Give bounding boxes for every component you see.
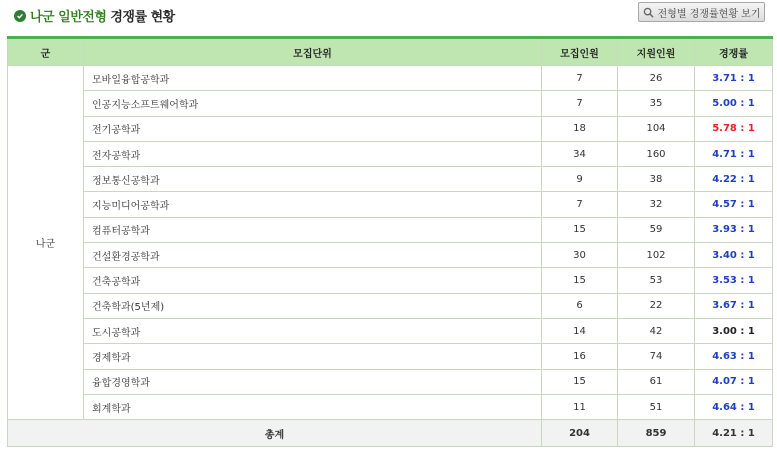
unit-name-cell: 건축공학과 (84, 268, 542, 293)
ratio-cell: 3.40 : 1 (695, 243, 773, 268)
applicants-cell: 26 (618, 66, 695, 91)
table-row (8, 243, 773, 268)
ratio-cell: 4.07 : 1 (695, 369, 773, 394)
col-header-quota: 모집인원 (542, 38, 618, 66)
quota-cell: 6 (542, 293, 618, 318)
table-row (8, 91, 773, 116)
unit-name-cell: 건축학과(5년제) (84, 293, 542, 318)
quota-cell: 11 (542, 394, 618, 419)
total-row (8, 420, 773, 447)
ratio-cell: 4.64 : 1 (695, 394, 773, 419)
view-by-admission-type-button[interactable] (638, 2, 765, 22)
competition-table (7, 36, 773, 447)
ratio-cell: 4.63 : 1 (695, 344, 773, 369)
unit-name-cell: 경제학과 (84, 344, 542, 369)
check-circle-icon (14, 10, 26, 22)
table-row (8, 344, 773, 369)
applicants-cell: 53 (618, 268, 695, 293)
group-cell: 나군 (8, 66, 84, 420)
ratio-cell: 5.00 : 1 (695, 91, 773, 116)
col-header-ratio: 경쟁률 (695, 38, 773, 66)
ratio-cell: 3.00 : 1 (695, 318, 773, 343)
table-row (8, 66, 773, 91)
col-header-applicants: 지원인원 (618, 38, 695, 66)
table-row (8, 369, 773, 394)
applicants-cell: 42 (618, 318, 695, 343)
unit-name-cell: 정보통신공학과 (84, 167, 542, 192)
quota-cell: 14 (542, 318, 618, 343)
total-applicants: 859 (618, 420, 695, 447)
quota-cell: 18 (542, 116, 618, 141)
table-row (8, 318, 773, 343)
unit-name-cell: 도시공학과 (84, 318, 542, 343)
quota-cell: 15 (542, 369, 618, 394)
applicants-cell: 59 (618, 217, 695, 242)
applicants-cell: 74 (618, 344, 695, 369)
unit-name-cell: 인공지능소프트웨어학과 (84, 91, 542, 116)
applicants-cell: 35 (618, 91, 695, 116)
ratio-cell: 4.71 : 1 (695, 141, 773, 166)
applicants-cell: 102 (618, 243, 695, 268)
quota-cell: 7 (542, 91, 618, 116)
col-header-group: 군 (8, 38, 84, 66)
ratio-cell: 3.71 : 1 (695, 66, 773, 91)
ratio-cell: 3.53 : 1 (695, 268, 773, 293)
unit-name-cell: 지능미디어공학과 (84, 192, 542, 217)
ratio-cell: 3.93 : 1 (695, 217, 773, 242)
quota-cell: 7 (542, 66, 618, 91)
button-label: 전형별 경쟁률현황 보기 (657, 8, 761, 20)
quota-cell: 16 (542, 344, 618, 369)
total-label: 총계 (8, 420, 542, 447)
applicants-cell: 104 (618, 116, 695, 141)
quota-cell: 15 (542, 268, 618, 293)
table-row (8, 394, 773, 419)
total-quota: 204 (542, 420, 618, 447)
col-header-unit: 모집단위 (84, 38, 542, 66)
page-title (14, 6, 175, 25)
applicants-cell: 22 (618, 293, 695, 318)
applicants-cell: 38 (618, 167, 695, 192)
applicants-cell: 51 (618, 394, 695, 419)
table-row (8, 293, 773, 318)
table-row (8, 268, 773, 293)
applicants-cell: 61 (618, 369, 695, 394)
quota-cell: 34 (542, 141, 618, 166)
applicants-cell: 160 (618, 141, 695, 166)
ratio-cell: 4.22 : 1 (695, 167, 773, 192)
total-ratio: 4.21 : 1 (695, 420, 773, 447)
quota-cell: 30 (542, 243, 618, 268)
unit-name-cell: 건설환경공학과 (84, 243, 542, 268)
table-row (8, 116, 773, 141)
unit-name-cell: 전기공학과 (84, 116, 542, 141)
title-highlight: 나군 일반전형 (30, 10, 107, 25)
unit-name-cell: 회계학과 (84, 394, 542, 419)
quota-cell: 9 (542, 167, 618, 192)
unit-name-cell: 모바일융합공학과 (84, 66, 542, 91)
search-icon (643, 7, 654, 18)
ratio-cell: 4.57 : 1 (695, 192, 773, 217)
table-row (8, 217, 773, 242)
unit-name-cell: 융합경영학과 (84, 369, 542, 394)
quota-cell: 7 (542, 192, 618, 217)
table-header-row (8, 38, 773, 66)
ratio-cell: 3.67 : 1 (695, 293, 773, 318)
applicants-cell: 32 (618, 192, 695, 217)
table-row (8, 167, 773, 192)
ratio-cell: 5.78 : 1 (695, 116, 773, 141)
page-header (0, 0, 777, 34)
quota-cell: 15 (542, 217, 618, 242)
unit-name-cell: 전자공학과 (84, 141, 542, 166)
unit-name-cell: 컴퓨터공학과 (84, 217, 542, 242)
title-rest: 경쟁률 현황 (110, 10, 175, 25)
table-row (8, 192, 773, 217)
table-row (8, 141, 773, 166)
